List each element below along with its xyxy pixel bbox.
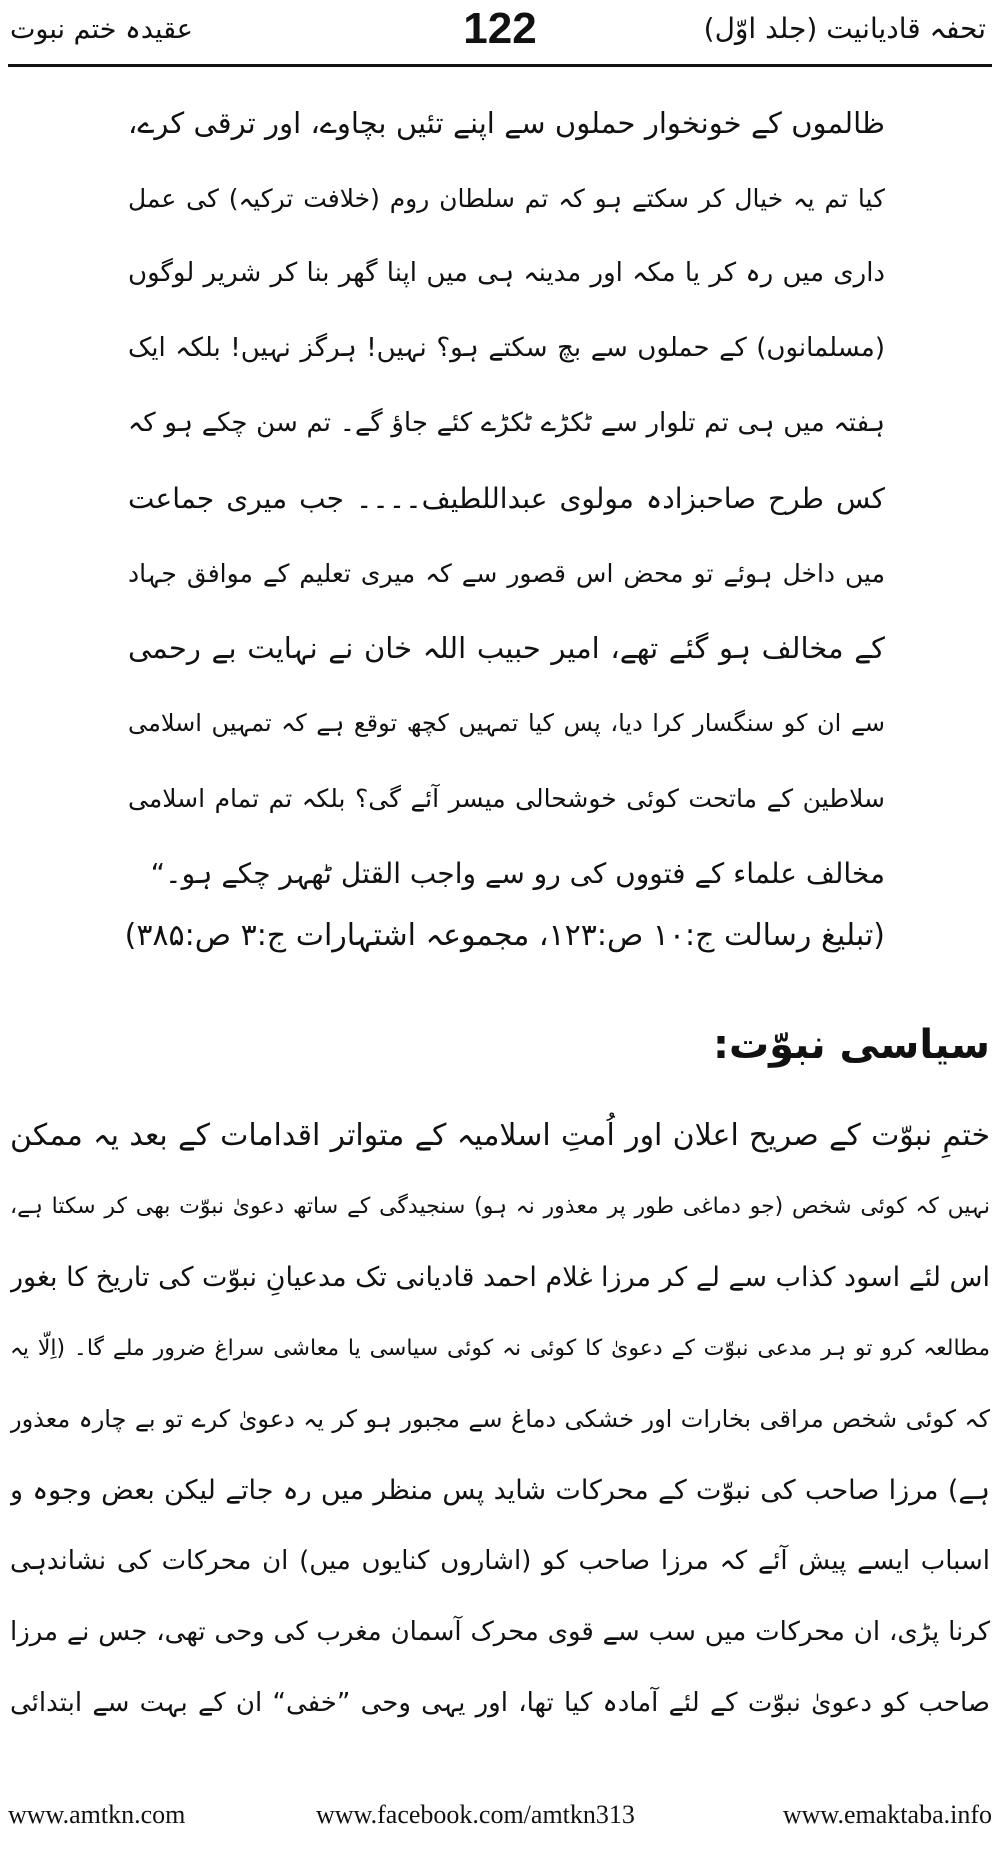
header-divider — [8, 64, 992, 67]
paragraph-line: نہیں کہ کوئی شخص (جو دماغی طور پر معذور نہ ہو) سنجیدگی کے ساتھ دعویٰ نبوّت بھی کر سکتا ہے، — [10, 1194, 990, 1219]
page-header — [0, 0, 1000, 62]
quote-line: میں داخل ہوئے تو محض اس قصور سے کہ میری تعلیم کے موافق جہاد — [128, 559, 885, 588]
paragraph-line: ہے) مرزا صاحب کی نبوّت کے محرکات شاید پس منظر میں رہ جاتے لیکن بعض وجوہ و — [10, 1475, 990, 1506]
quote-line: کے مخالف ہو گئے تھے، امیر حبیب اللہ خان نے نہایت بے رحمی — [128, 631, 885, 665]
paragraph-line: اسباب ایسے پیش آئے کہ مرزا صاحب کو (اشاروں کنایوں میں) ان محرکات کی نشاندہی — [10, 1546, 990, 1576]
quote-line: (مسلمانوں) کے حملوں سے بچ سکتے ہو؟ نہیں! ہرگز نہیں! بلکہ ایک — [128, 333, 885, 363]
quote-line: سلاطین کے ماتحت کوئی خوشحالی میسر آئے گی؟ بلکہ تم تمام اسلامی — [128, 784, 885, 813]
page-footer — [8, 1800, 992, 1840]
paragraph-line: کرنا پڑی، ان محرکات میں سب سے قوی محرک آسمان مغرب کی وحی تھی، جس نے مرزا — [10, 1617, 990, 1647]
quote-line: مخالف علماء کے فتووں کی رو سے واجب القتل ٹھہر چکے ہو۔“ — [150, 857, 885, 890]
paragraph-line: ختمِ نبوّت کے صریح اعلان اور اُمتِ اسلامیہ کے متواتر اقدامات کے بعد یہ ممکن — [10, 1118, 990, 1153]
paragraph-line: مطالعہ کرو تو ہر مدعی نبوّت کے دعویٰ کا کوئی نہ کوئی سیاسی یا معاشی سراغ ضرور ملے گا۔ (اِلّا یہ — [10, 1336, 990, 1361]
quote-line: سے ان کو سنگسار کرا دیا، پس کیا تمہیں کچھ توقع ہے کہ تمہیں اسلامی — [128, 709, 885, 737]
footer-link-amtkn[interactable]: www.amtkn.com — [8, 1800, 186, 1829]
quoted-passage — [128, 86, 885, 911]
section-heading: سیاسی نبوّت: — [712, 1022, 990, 1068]
quote-line: داری میں رہ کر یا مکہ اور مدینہ ہی میں اپنا گھر بنا کر شریر لوگوں — [128, 258, 885, 288]
page-number: 122 — [463, 4, 537, 53]
paragraph-line: صاحب کو دعویٰ نبوّت کے لئے آمادہ کیا تھا، اور یہی وحی ”خفی“ ان کے بہت سے ابتدائی — [10, 1688, 990, 1718]
subject-title: عقیدہ ختم نبوت — [10, 14, 193, 45]
quote-line: کیا تم یہ خیال کر سکتے ہو کہ تم سلطان روم (خلافت ترکیہ) کی عمل — [128, 184, 885, 213]
quote-line: ہفتہ میں ہی تم تلوار سے ٹکڑے ٹکڑے کئے جاؤ گے۔ تم سن چکے ہو کہ — [128, 408, 885, 438]
footer-link-facebook[interactable]: www.facebook.com/amtkn313 — [316, 1800, 635, 1829]
book-title: تحفہ قادیانیت (جلد اوّل) — [703, 12, 986, 45]
quote-line: ظالموں کے خونخوار حملوں سے اپنے تئیں بچاوے، اور ترقی کرے، — [128, 106, 885, 140]
paragraph-line: اس لئے اسود کذاب سے لے کر مرزا غلام احمد قادیانی تک مدعیانِ نبوّت کی تاریخ کا بغور — [10, 1262, 990, 1293]
body-paragraph — [10, 1100, 990, 1739]
paragraph-line: کہ کوئی شخص مراقی بخارات اور خشکی دماغ سے مجبور ہو کر یہ دعویٰ کرے تو بے چارہ معذور — [10, 1405, 990, 1433]
footer-link-emaktaba[interactable]: www.emaktaba.info — [782, 1800, 992, 1829]
quote-citation: (تبلیغ رسالت ج:۱۰ ص:۱۲۳، مجموعہ اشتہارات ج:۳ ص:۳۸۵) — [124, 918, 885, 953]
quote-line: کس طرح صاحبزادہ مولوی عبداللطیف۔۔۔۔ جب میری جماعت — [128, 482, 885, 515]
